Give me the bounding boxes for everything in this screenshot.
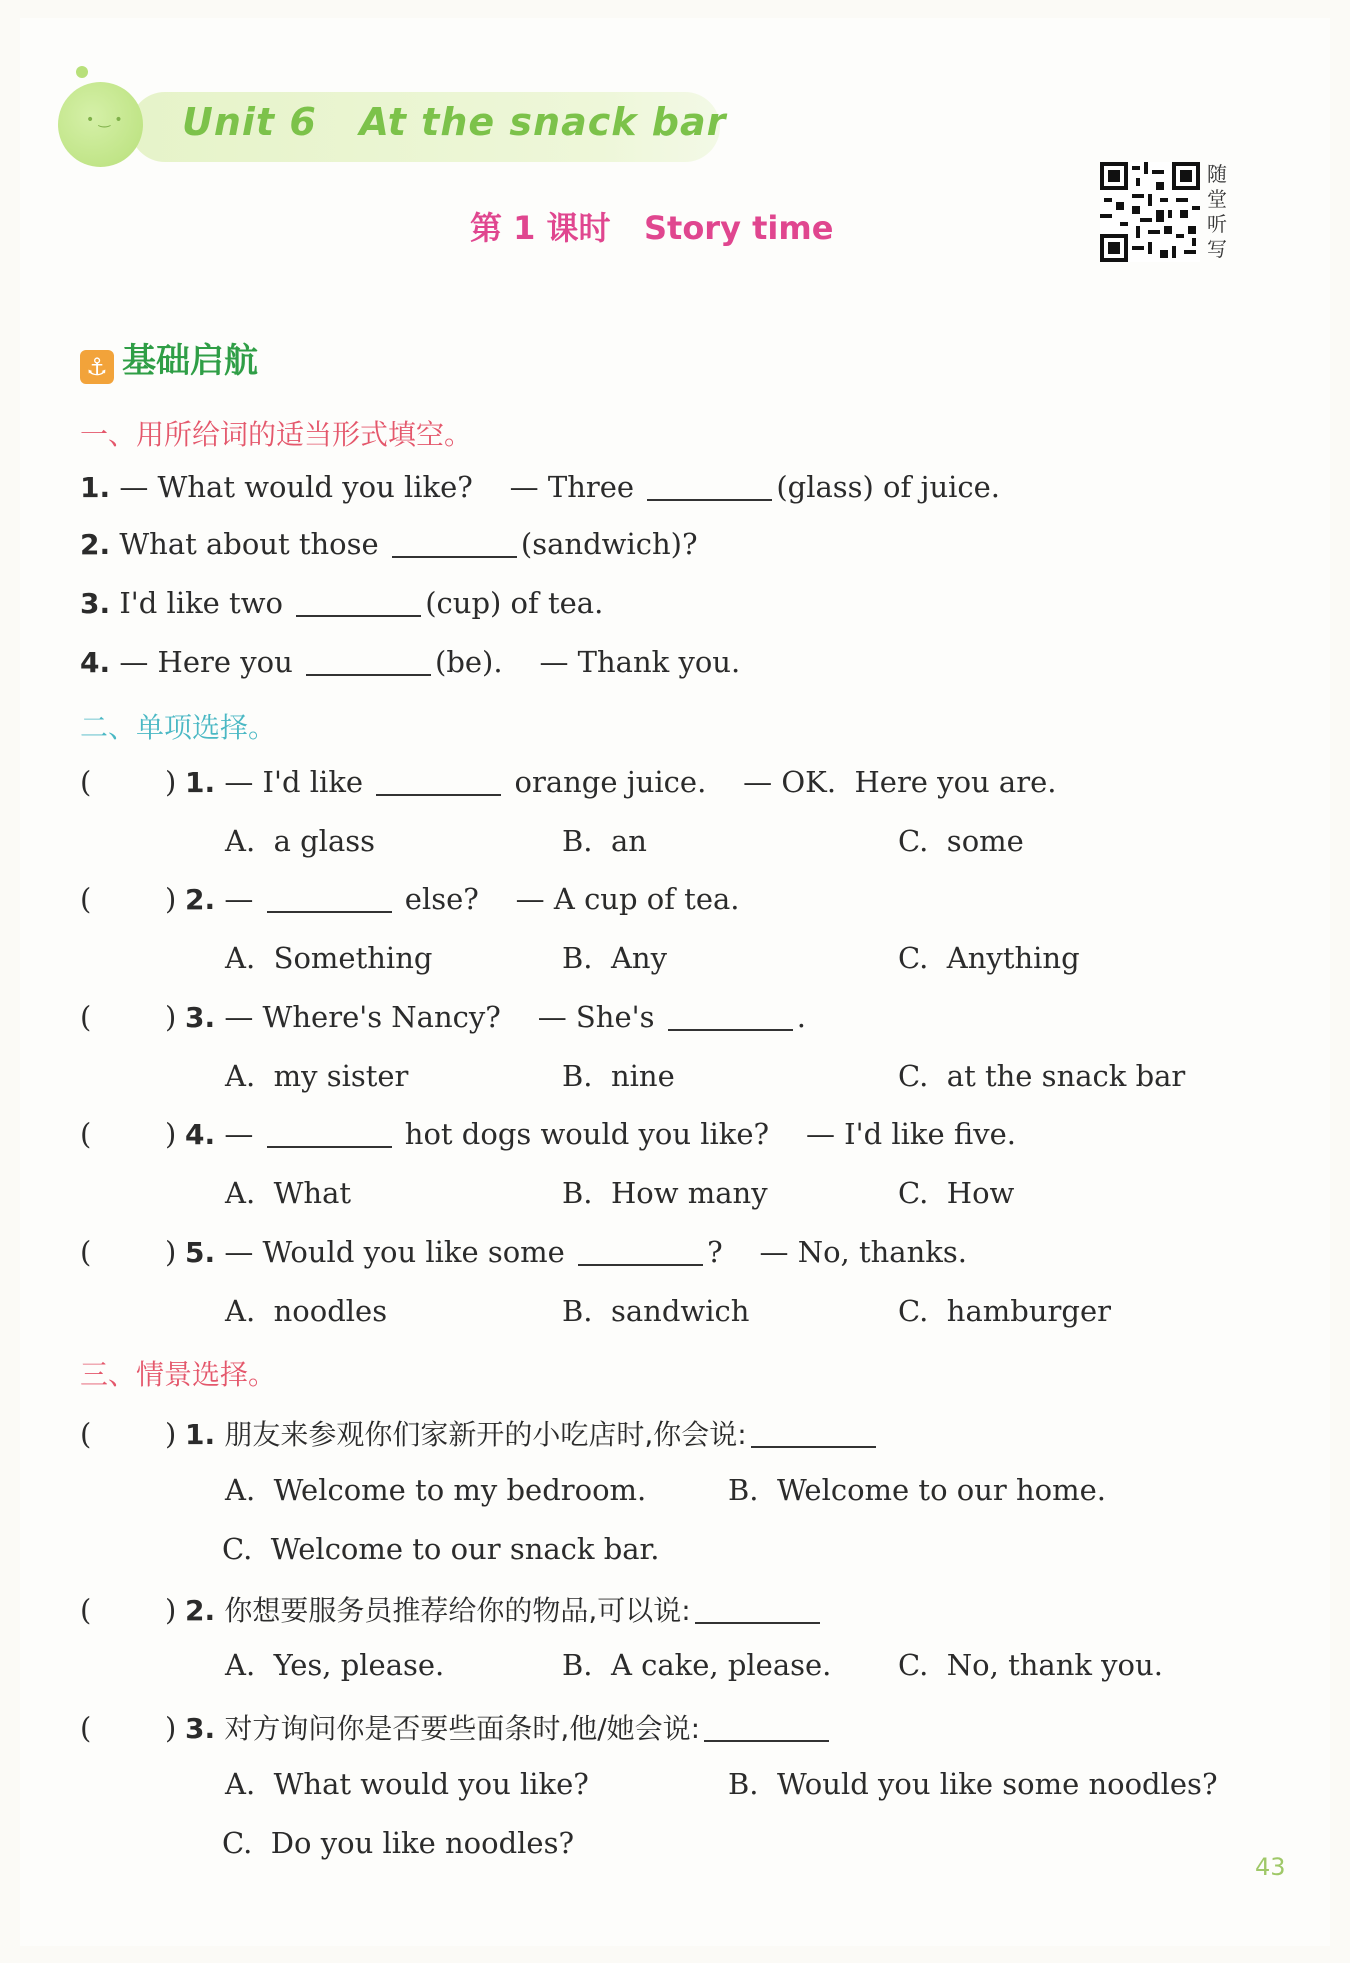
answer-paren[interactable]: ( ) bbox=[80, 1593, 177, 1627]
part3-item-3: ( ) 3. 对方询问你是否要些面条时,他/她会说: bbox=[80, 1707, 833, 1747]
answer-blank[interactable] bbox=[647, 475, 772, 501]
part3-item-1: ( ) 1. 朋友来参观你们家新开的小吃店时,你会说: bbox=[80, 1413, 880, 1453]
mascot-face-icon: • ‿ • bbox=[86, 112, 123, 128]
option-a[interactable]: A. my sister bbox=[225, 1059, 409, 1093]
answer-blank bbox=[267, 1122, 392, 1148]
answer-blank bbox=[751, 1422, 876, 1448]
part2-item-5: ( ) 5. — Would you like some ? — No, thanks. bbox=[80, 1235, 967, 1269]
qr-code-icon[interactable] bbox=[1100, 162, 1200, 262]
answer-blank bbox=[668, 1005, 793, 1031]
answer-paren[interactable]: ( ) bbox=[80, 1000, 177, 1034]
qr-label: 随堂听写 bbox=[1207, 162, 1227, 261]
option-b[interactable]: B. nine bbox=[562, 1059, 675, 1093]
option-a[interactable]: A. Welcome to my bedroom. bbox=[225, 1473, 647, 1507]
mascot-antenna bbox=[76, 66, 88, 78]
option-c[interactable]: C. Welcome to our snack bar. bbox=[222, 1532, 660, 1566]
option-a[interactable]: A. a glass bbox=[225, 824, 375, 858]
option-c[interactable]: C. Anything bbox=[898, 941, 1080, 975]
option-c[interactable]: C. some bbox=[898, 824, 1024, 858]
part2-item-3: ( ) 3. — Where's Nancy? — She's . bbox=[80, 1000, 806, 1034]
option-a[interactable]: A. What would you like? bbox=[225, 1767, 589, 1801]
section-heading-text: 基础启航 bbox=[122, 341, 258, 381]
lesson-title: 第 1 课时 Story time bbox=[470, 209, 834, 247]
option-c[interactable]: C. How bbox=[898, 1176, 1015, 1210]
answer-blank bbox=[704, 1716, 829, 1742]
part1-item-2: 2. What about those (sandwich)? bbox=[80, 527, 698, 561]
section-heading bbox=[80, 333, 258, 384]
unit-title: Unit 6 At the snack bar bbox=[182, 100, 727, 144]
answer-paren[interactable]: ( ) bbox=[80, 882, 177, 916]
answer-blank bbox=[578, 1240, 703, 1266]
answer-paren[interactable]: ( ) bbox=[80, 1117, 177, 1151]
part3-item-2: ( ) 2. 你想要服务员推荐给你的物品,可以说: bbox=[80, 1589, 824, 1629]
option-b[interactable]: B. an bbox=[562, 824, 647, 858]
option-a[interactable]: A. What bbox=[225, 1176, 352, 1210]
option-b[interactable]: B. How many bbox=[562, 1176, 768, 1210]
answer-blank bbox=[695, 1598, 820, 1624]
part1-item-4: 4. — Here you (be). — Thank you. bbox=[80, 645, 741, 679]
part2-title: 二、单项选择。 bbox=[80, 711, 277, 744]
option-b[interactable]: B. A cake, please. bbox=[562, 1648, 832, 1682]
answer-blank[interactable] bbox=[296, 591, 421, 617]
part3-title: 三、情景选择。 bbox=[80, 1358, 277, 1391]
option-b[interactable]: B. sandwich bbox=[562, 1294, 750, 1328]
option-a[interactable]: A. Something bbox=[225, 941, 433, 975]
answer-paren[interactable]: ( ) bbox=[80, 1417, 177, 1451]
option-a[interactable]: A. noodles bbox=[225, 1294, 388, 1328]
answer-blank[interactable] bbox=[392, 532, 517, 558]
part1-item-3: 3. I'd like two (cup) of tea. bbox=[80, 586, 604, 620]
answer-paren[interactable]: ( ) bbox=[80, 1711, 177, 1745]
answer-paren[interactable]: ( ) bbox=[80, 765, 177, 799]
answer-blank bbox=[376, 770, 501, 796]
option-a[interactable]: A. Yes, please. bbox=[225, 1648, 445, 1682]
option-c[interactable]: C. No, thank you. bbox=[898, 1648, 1163, 1682]
option-b[interactable]: B. Would you like some noodles? bbox=[728, 1767, 1218, 1801]
option-c[interactable]: C. Do you like noodles? bbox=[222, 1826, 575, 1860]
option-b[interactable]: B. Any bbox=[562, 941, 667, 975]
part2-item-1: ( ) 1. — I'd like orange juice. — OK. Here you are. bbox=[80, 765, 1057, 799]
answer-blank bbox=[267, 887, 392, 913]
part1-item-1: 1. — What would you like? — Three (glass) of juice. bbox=[80, 470, 1001, 504]
part2-item-4: ( ) 4. — hot dogs would you like? — I'd like five. bbox=[80, 1117, 1016, 1151]
option-b[interactable]: B. Welcome to our home. bbox=[728, 1473, 1106, 1507]
anchor-icon: ⚓ bbox=[80, 350, 114, 384]
part2-item-2: ( ) 2. — else? — A cup of tea. bbox=[80, 882, 740, 916]
option-c[interactable]: C. at the snack bar bbox=[898, 1059, 1186, 1093]
answer-paren[interactable]: ( ) bbox=[80, 1235, 177, 1269]
part1-title: 一、用所给词的适当形式填空。 bbox=[80, 418, 473, 451]
page-number: 43 bbox=[1255, 1853, 1286, 1881]
option-c[interactable]: C. hamburger bbox=[898, 1294, 1111, 1328]
answer-blank[interactable] bbox=[306, 650, 431, 676]
